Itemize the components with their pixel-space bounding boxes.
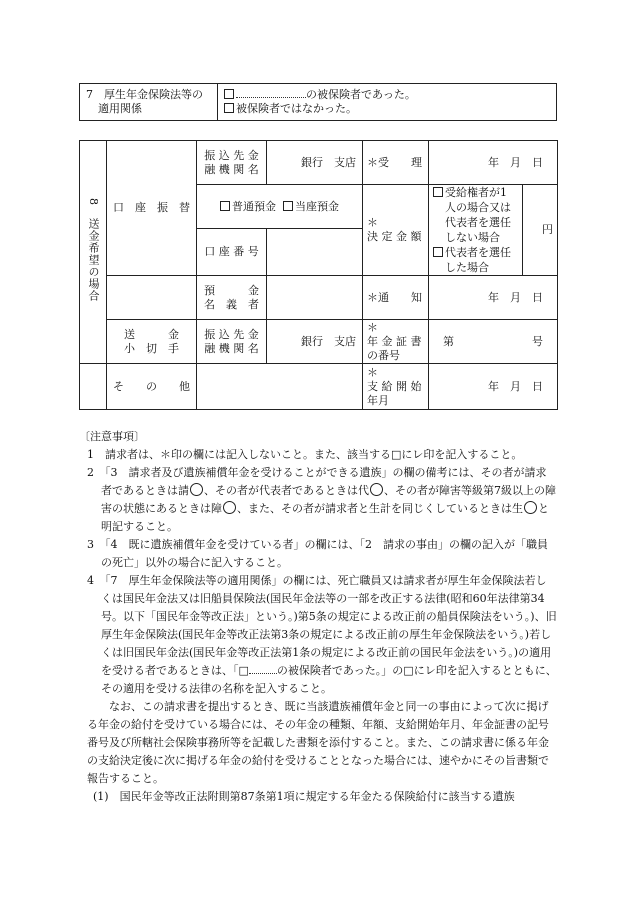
circle-mark: [223, 501, 236, 514]
checkbox[interactable]: [433, 247, 443, 257]
note-2: 2 「3 請求者及び遺族補償年金を受けることができる遺族」の欄の備考には、その者が請求者であるときは請 、その者が代表者であるときは代 、その者が障害等級第7級以上の障害の状態にあるときは障 、また、その者が請求者と生計を同じくしているときは生 と明記すること。: [87, 466, 556, 533]
check-bank-field[interactable]: 銀行 支店: [267, 320, 363, 364]
section7-option-insured[interactable]: の被保険者であった。: [224, 88, 556, 102]
checkbox[interactable]: [283, 201, 293, 211]
deposit-type-cell: 普通預金 当座預金: [197, 185, 363, 229]
notes-section: [79, 428, 557, 806]
kettei-label: ＊ 決 定 金 額: [363, 185, 429, 276]
account-number-field[interactable]: [267, 229, 363, 276]
juri-date-field[interactable]: 年 月 日: [429, 141, 558, 185]
check-label: 送 金 小 切 手: [107, 320, 197, 364]
sonota-label: そ の 他: [107, 364, 197, 410]
checkbox[interactable]: [224, 103, 234, 113]
shikyu-label: ＊ 支 給 開 始 年月: [363, 364, 429, 410]
section7-options-cell: [218, 84, 557, 121]
note-4-supplement: なお、この請求書を提出するとき、既に当該遺族補償年金と同一の事由によって次に掲げる年金の給付を受けている場合には、その年金の種類、年額、支給開始年月、年金証書の記号番号及び所轄社会保険事務所等を記載した書類を添付すること。また、この請求書に係る年金の支給決定後に次に掲げる年金の給付を受けることとなった場合には、速やかにその旨書類で報告すること。: [87, 700, 549, 785]
section8-label: 8 送金希望の場合: [87, 198, 100, 302]
section7-label-line1: 7 厚生年金保険法等の: [86, 88, 203, 101]
section7-table: [79, 83, 557, 121]
yen-field[interactable]: 円: [523, 185, 558, 276]
account-holder-field[interactable]: [267, 276, 363, 320]
nenkin-label: ＊ 年 金 証 書 の番号: [363, 320, 429, 364]
note-3: 3 「4 既に遺族補償年金を受けている者」の欄には、「2 請求の事由」の欄の記入が「職員の死亡」以外の場合に記入すること。: [87, 538, 548, 569]
empty-cell: [80, 364, 107, 410]
account-holder-label: 預 金 名 義 者: [197, 276, 267, 320]
checkbox[interactable]: [224, 89, 234, 99]
bank-name-label: 振 込 先 金 融 機 関 名: [197, 141, 267, 185]
checkbox[interactable]: [220, 201, 230, 211]
section7-label-line2: 適用関係: [98, 102, 142, 115]
circle-mark: [524, 501, 537, 514]
circle-mark: [190, 483, 203, 496]
section8-table: [79, 140, 558, 410]
note-1: 1 請求者は、＊印の欄には記入しないこと。また、該当する□にレ印を記入すること。: [87, 448, 523, 461]
nenkin-number-field[interactable]: 第 号: [429, 320, 558, 364]
koza-furikae-label: 口 座 振 替: [107, 141, 197, 276]
kettei-options: 受給権者が1 人の場合又は 代表者を選任 しない場合 代表者を選任 した場合: [429, 185, 523, 276]
tsuchi-label: ＊通 知: [363, 276, 429, 320]
circle-mark: [370, 483, 383, 496]
tsuchi-date-field[interactable]: 年 月 日: [429, 276, 558, 320]
section8-label-cell: [80, 141, 107, 364]
sonota-field[interactable]: [197, 364, 363, 410]
notes-heading: 〔注意事項〕: [79, 430, 145, 443]
note-4: 4 「7 厚生年金保険法等の適用関係」の欄には、死亡職員又は請求者が厚生年金保険法若しくは国民年金法又は旧船員保険法(国民年金法等の一部を改正する法律(昭和60年法律第34号。以下「国民年金等改正法」という。)第5条の規定による改正前の船員保険法をいう。)、旧厚生年金保険法(国民年金等改正法第3条の規定による改正前の厚生年金保険法をいう。)若しくは旧国民年金法(国民年金等改正法第1条の規定による改正前の国民年金法をいう。)の適用を受ける者であるときは、「□ の被保険者であった。」の□にレ印を記入するとともに、その適用を受ける法律の名称を記入すること。: [87, 574, 557, 695]
section7-option-not-insured[interactable]: 被保険者ではなかった。: [224, 102, 556, 116]
blank-field[interactable]: [236, 89, 306, 98]
note-4-item-1: (1) 国民年金等改正法附則第87条第1項に規定する年金たる保険給付に該当する遺族: [93, 790, 515, 803]
blank-field: [249, 665, 277, 674]
account-number-label: 口 座 番 号: [197, 229, 267, 276]
juri-label: ＊受 理: [363, 141, 429, 185]
empty-cell: [107, 276, 197, 320]
shikyu-date-field[interactable]: 年 月 日: [429, 364, 558, 410]
check-bank-label: 振 込 先 金 融 機 関 名: [197, 320, 267, 364]
bank-branch-field[interactable]: 銀行 支店: [267, 141, 363, 185]
section7-label-cell: [80, 84, 218, 121]
checkbox[interactable]: [433, 187, 443, 197]
